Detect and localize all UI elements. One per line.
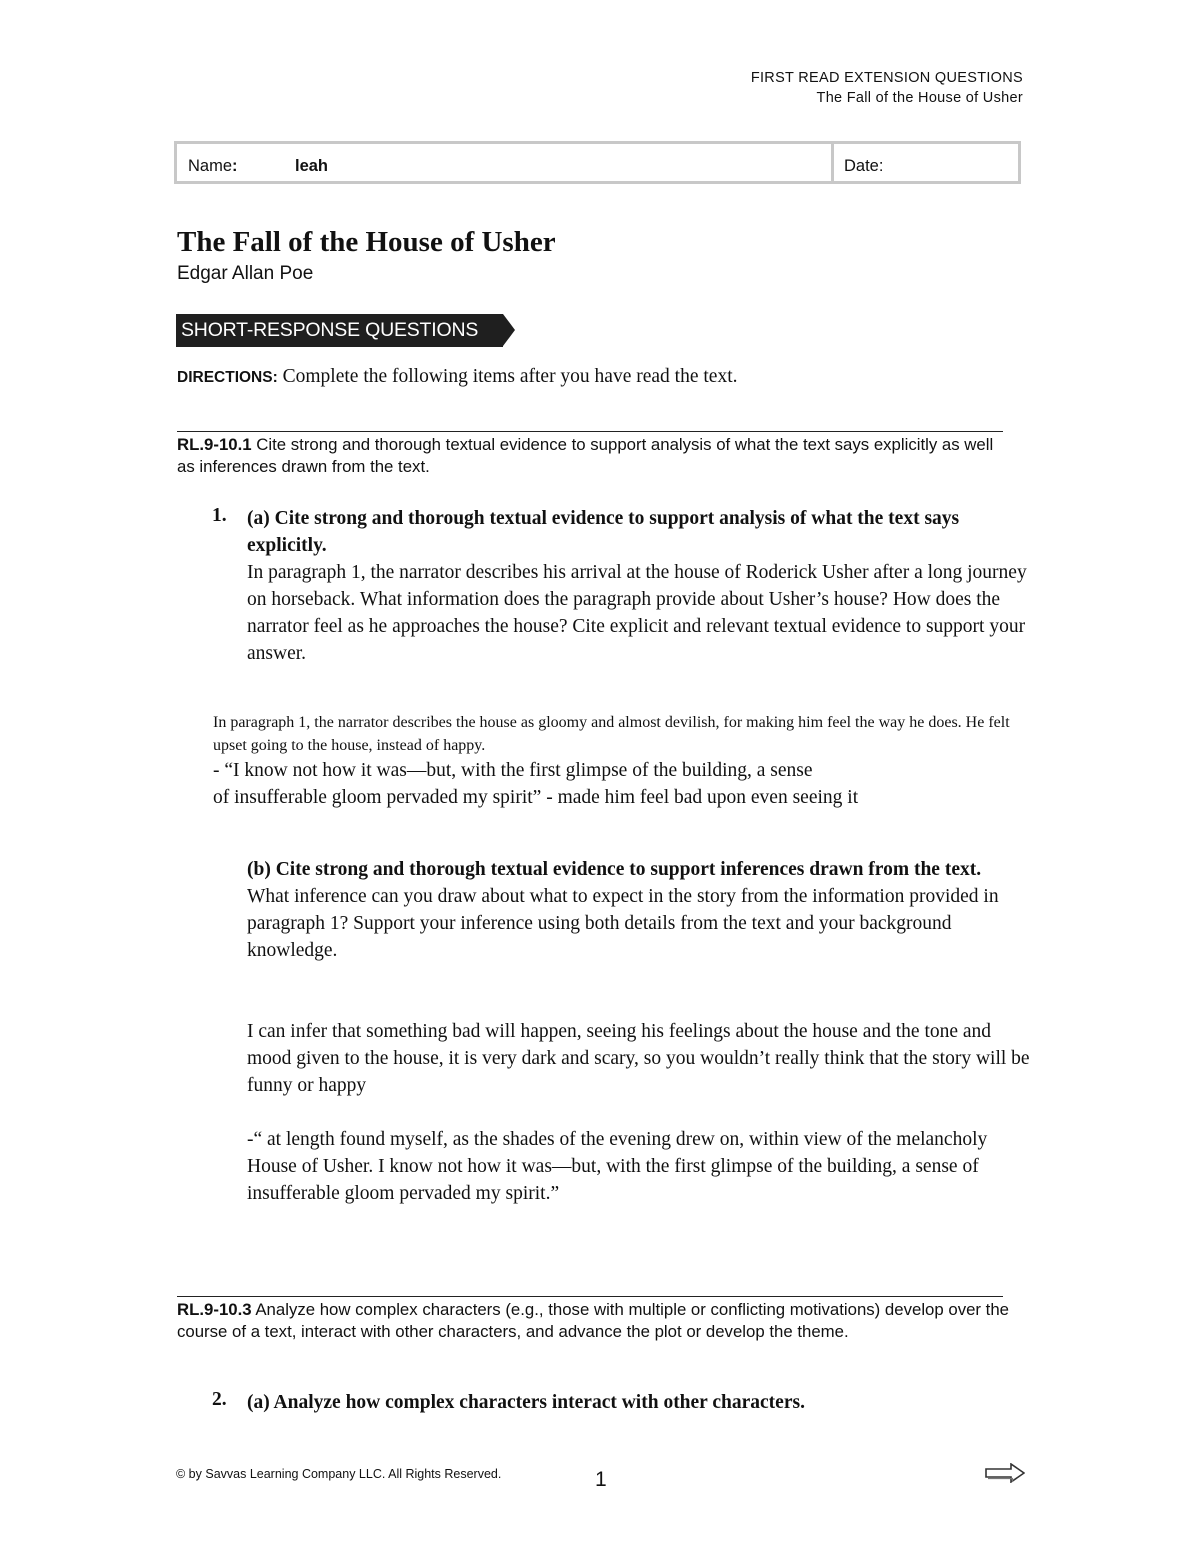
directions-label: DIRECTIONS: [177,369,278,386]
standard-code: RL.9-10.1 [177,435,252,454]
name-label: Name: [188,157,238,175]
question-1b [247,856,1037,964]
question-1a [247,505,1037,667]
author-name: Edgar Allan Poe [177,263,314,284]
header-title: FIRST READ EXTENSION QUESTIONS [750,70,1023,86]
date-label[interactable]: Date: [844,157,884,175]
page-title: The Fall of the House of Usher [177,226,556,258]
divider-rule [177,1296,1003,1297]
section-banner-label: SHORT-RESPONSE QUESTIONS [181,319,479,341]
question-2a-heading: (a) Analyze how complex characters interact with other characters. [247,1392,805,1413]
answer-1b-quote[interactable]: -“ at length found myself, as the shades of the evening drew on, within view of the melancholy House of Usher. I know not how it was—but, with the first glimpse of the building, a sense of insufferable gloom pervaded my spirit.” [247,1129,988,1204]
standard-rl-9-10-1 [177,434,1003,478]
header-subtitle: The Fall of the House of Usher [816,90,1023,106]
name-date-box [174,141,1021,184]
copyright: © by Savvas Learning Company LLC. All Rights Reserved. [176,1467,502,1481]
standard-code: RL.9-10.3 [177,1300,252,1319]
answer-1b[interactable]: I can infer that something bad will happen, seeing his feelings about the house and the tone and mood given to the house, it is very dark and scary, so you wouldn’t really think that the story will be funny or happy [247,1021,1030,1096]
directions [177,366,738,388]
standard-rl-9-10-3 [177,1299,1017,1343]
question-1b-prompt: What inference can you draw about what to expect in the story from the information provided in paragraph 1? Support your inference using both details from the text and your background knowledge. [247,886,999,961]
answer-1a-quote[interactable] [213,757,1033,811]
question-1b-heading: (b) Cite strong and thorough textual evidence to support inferences drawn from the text. [247,859,982,880]
divider-rule [177,431,1003,432]
question-1a-heading: (a) Cite strong and thorough textual evidence to support analysis of what the text says explicitly. [247,508,960,556]
page-number: 1 [595,1468,607,1491]
standard-text: Cite strong and thorough textual evidence to support analysis of what the text says explicitly as well as inferences drawn from the text. [177,435,994,476]
answer-1a-quote-line: - “I know not how it was—but, with the first glimpse of the building, a sense [213,760,813,781]
question-number: 2. [212,1389,227,1410]
standard-text: Analyze how complex characters (e.g., those with multiple or conflicting motivations) develop over the course of a text, interact with other characters, and advance the plot or develop the theme. [177,1300,1010,1341]
question-number: 1. [212,505,227,526]
question-1a-prompt: In paragraph 1, the narrator describes his arrival at the house of Roderick Usher after a long journey on horseback. What information does the paragraph provide about Usher’s house? How does the narrator feel as he approaches the house? Cite explicit and relevant textual evidence to support your answer. [247,562,1027,664]
answer-1a-quote-line: of insufferable gloom pervaded my spirit” - made him feel bad upon even seeing it [213,787,859,808]
directions-text: Complete the following items after you have read the text. [277,366,738,387]
name-value[interactable]: leah [295,157,329,175]
answer-1a[interactable]: In paragraph 1, the narrator describes the house as gloomy and almost devilish, for making him feel the way he does. He felt upset going to the house, instead of happy. [213,714,1010,754]
name-date-divider [831,144,834,181]
right-arrow-icon[interactable] [985,1463,1025,1483]
